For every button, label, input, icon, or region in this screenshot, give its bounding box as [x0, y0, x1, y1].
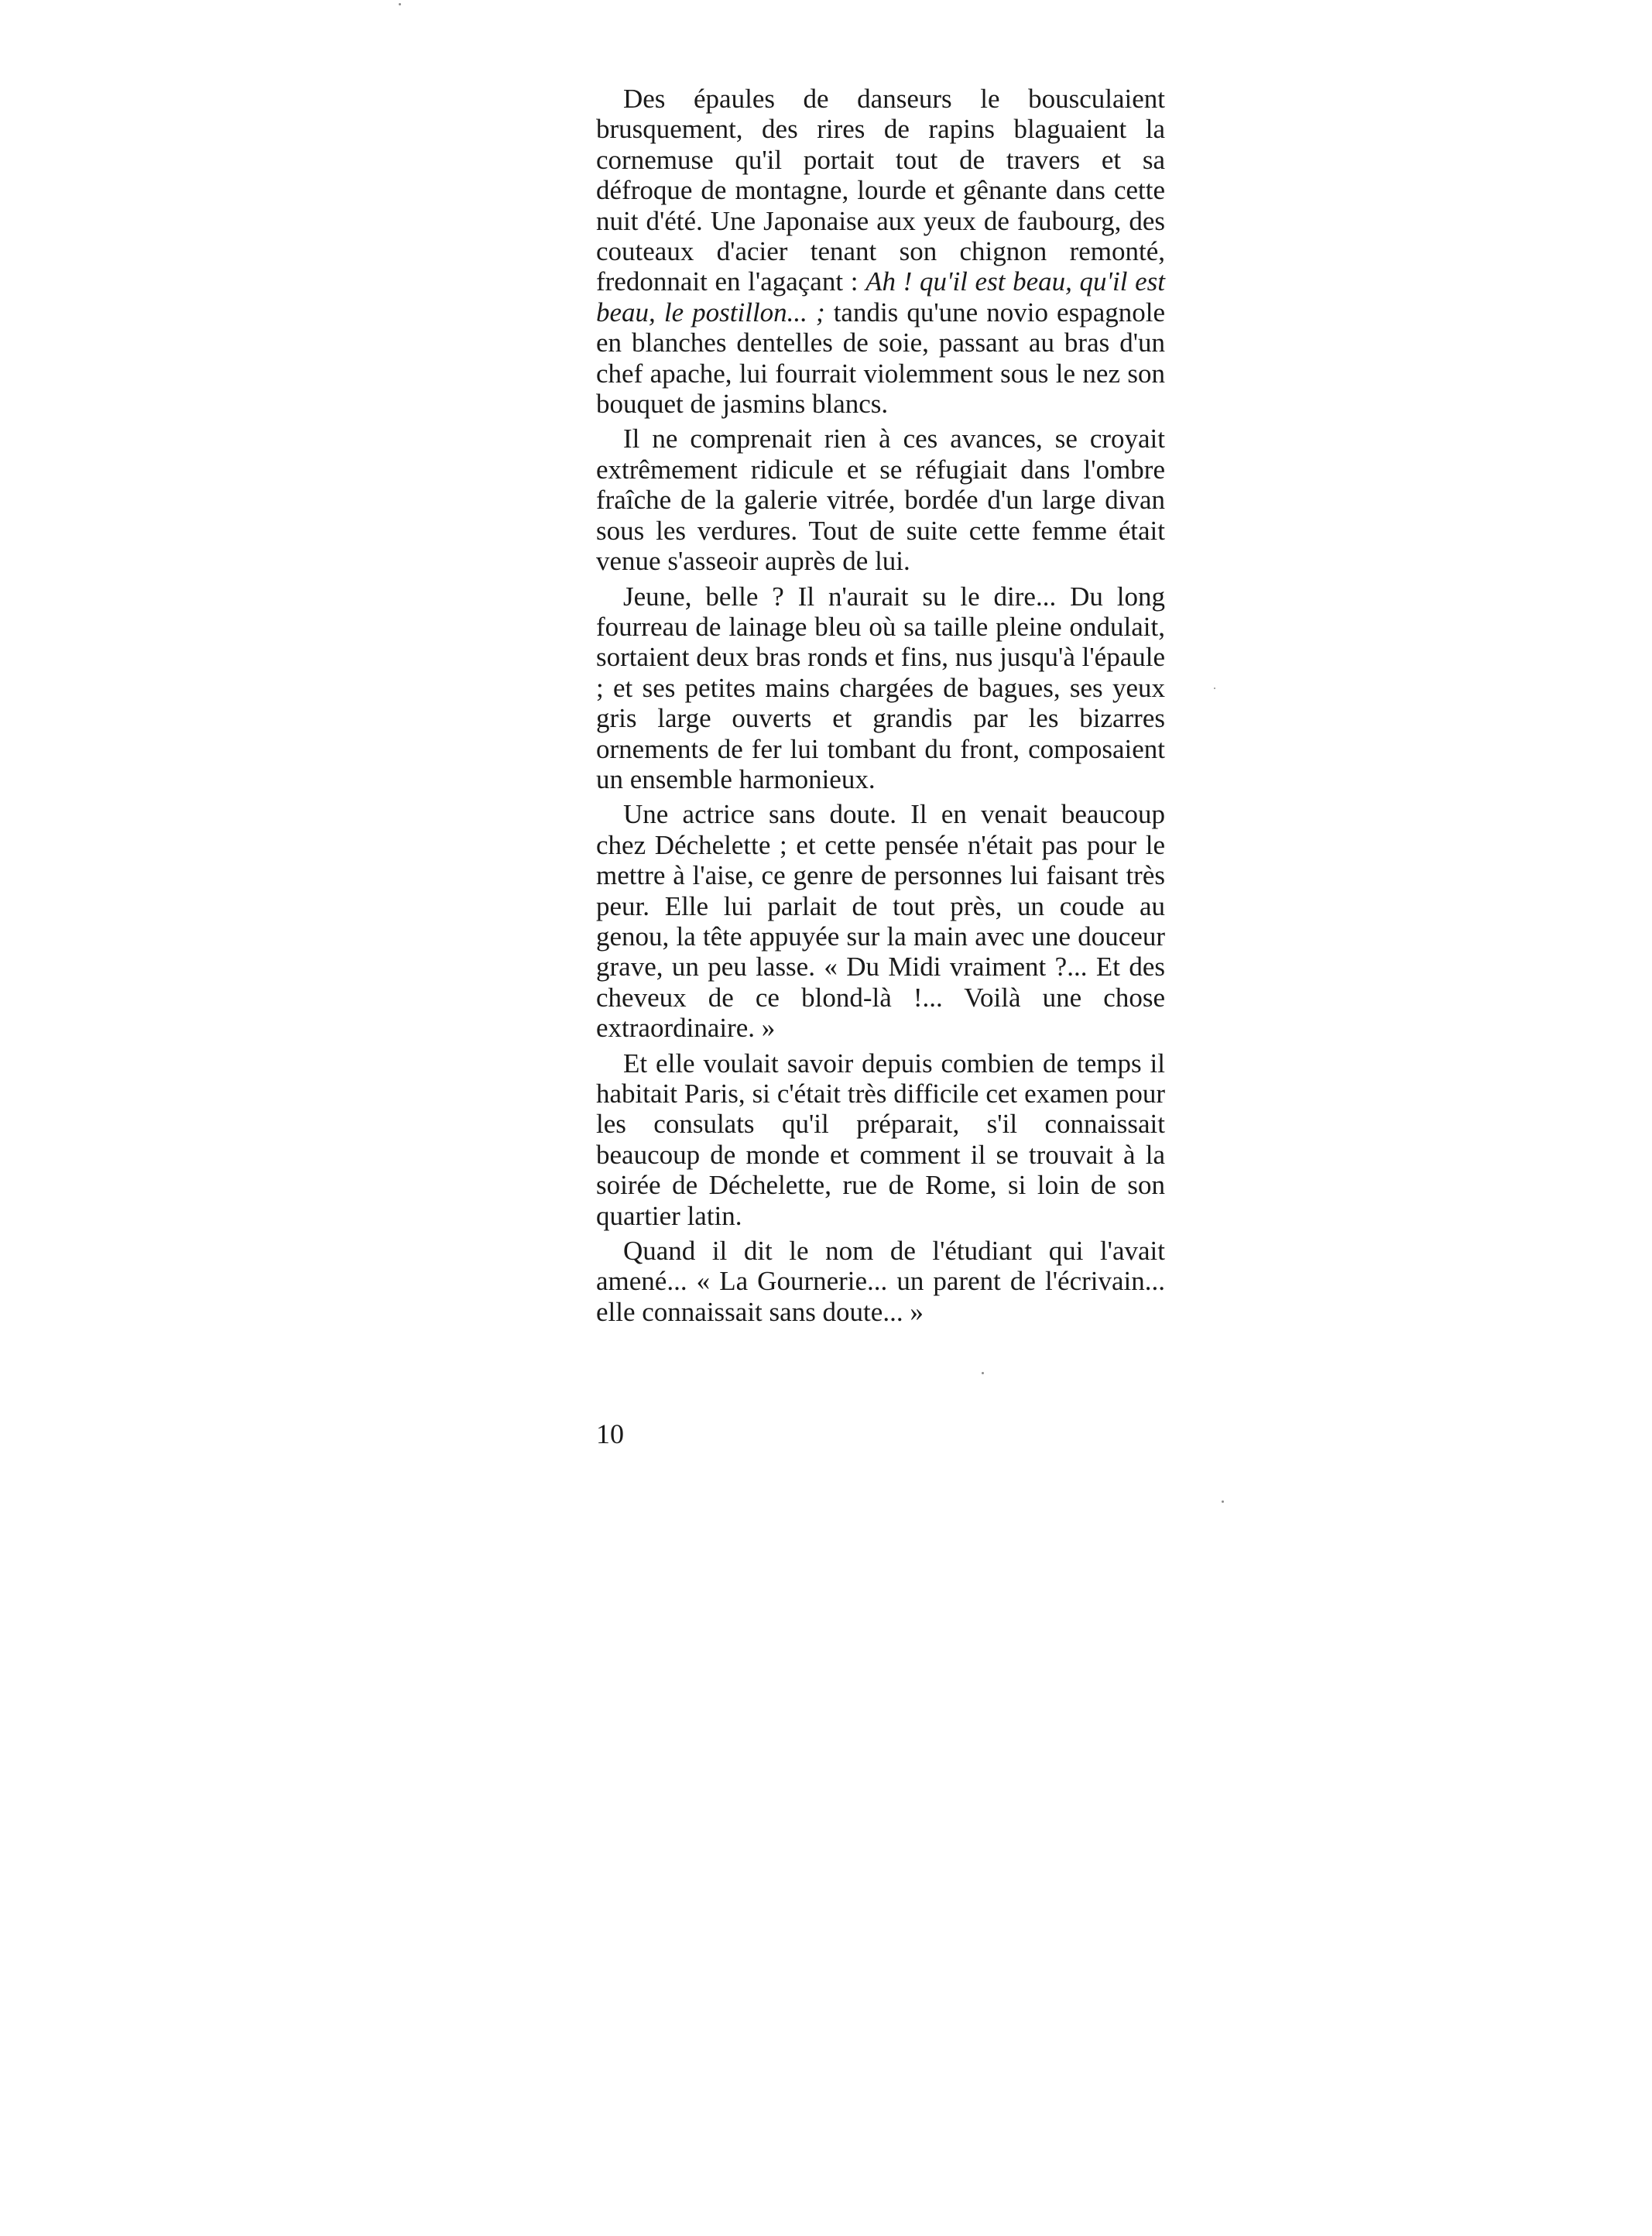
scan-speck [982, 1372, 984, 1374]
song-quote: Ah ! qu'il est beau, qu'il est beau, le postillon... ; [596, 266, 1165, 328]
paragraph-1-text: Des épaules de danseurs le bousculaient brusquement, des rires de rapins blaguaient la cornemuse qu'il portait tout de travers et sa défroque de montagne, lourde et gênante dans cette nuit d'été. Une Japonaise aux yeux de faubourg, des couteaux d'acier tenant son chignon remonté, fredonnait en l'agaçant : [596, 84, 1165, 297]
body-text [596, 84, 1165, 1332]
page-number: 10 [596, 1418, 624, 1449]
paragraph-2: Il ne comprenait rien à ces avances, se croyait extrêmement ridicule et se réfugiait dans l'ombre fraîche de la galerie vitrée, bordée d'un large divan sous les verdures. Tout de suite cette femme était venue s'asseoir auprès de lui. [596, 424, 1165, 577]
scan-speck [399, 3, 401, 5]
paragraph-6: Quand il dit le nom de l'étudiant qui l'avait amené... « La Gournerie... un parent de l'écrivain... elle connaissait sans doute... » [596, 1236, 1165, 1327]
paragraph-3: Jeune, belle ? Il n'aurait su le dire... Du long fourreau de lainage bleu où sa taille pleine ondulait, sortaient deux bras ronds et fins, nus jusqu'à l'épaule ; et ses petites mains chargées de bagues, ses yeux gris large ouverts et grandis par les bizarres ornements de fer lui tombant du front, composaient un ensemble harmonieux. [596, 581, 1165, 794]
scan-speck [1222, 1500, 1224, 1503]
paragraph-1-continuation: tandis qu'une novio espagnole en blanches dentelles de soie, passant au bras d'un chef apache, lui fourrait violemment sous le nez son bouquet de jasmins blancs. [596, 297, 1165, 420]
paragraph-4: Une actrice sans doute. Il en venait beaucoup chez Déchelette ; et cette pensée n'était pas pour le mettre à l'aise, ce genre de personnes lui faisant très peur. Elle lui parlait de tout près, un coude au genou, la tête appuyée sur la main avec une douceur grave, un peu lasse. « Du Midi vraiment ?... Et des cheveux de ce blond-là !... Voilà une chose extraordinaire. » [596, 799, 1165, 1044]
paragraph-1 [596, 84, 1165, 419]
paragraph-5: Et elle voulait savoir depuis combien de temps il habitait Paris, si c'était très difficile cet examen pour les consulats qu'il préparait, s'il connaissait beaucoup de monde et comment il se trouvait à la soirée de Déchelette, rue de Rome, si loin de son quartier latin. [596, 1048, 1165, 1231]
scan-speck [1214, 688, 1215, 689]
